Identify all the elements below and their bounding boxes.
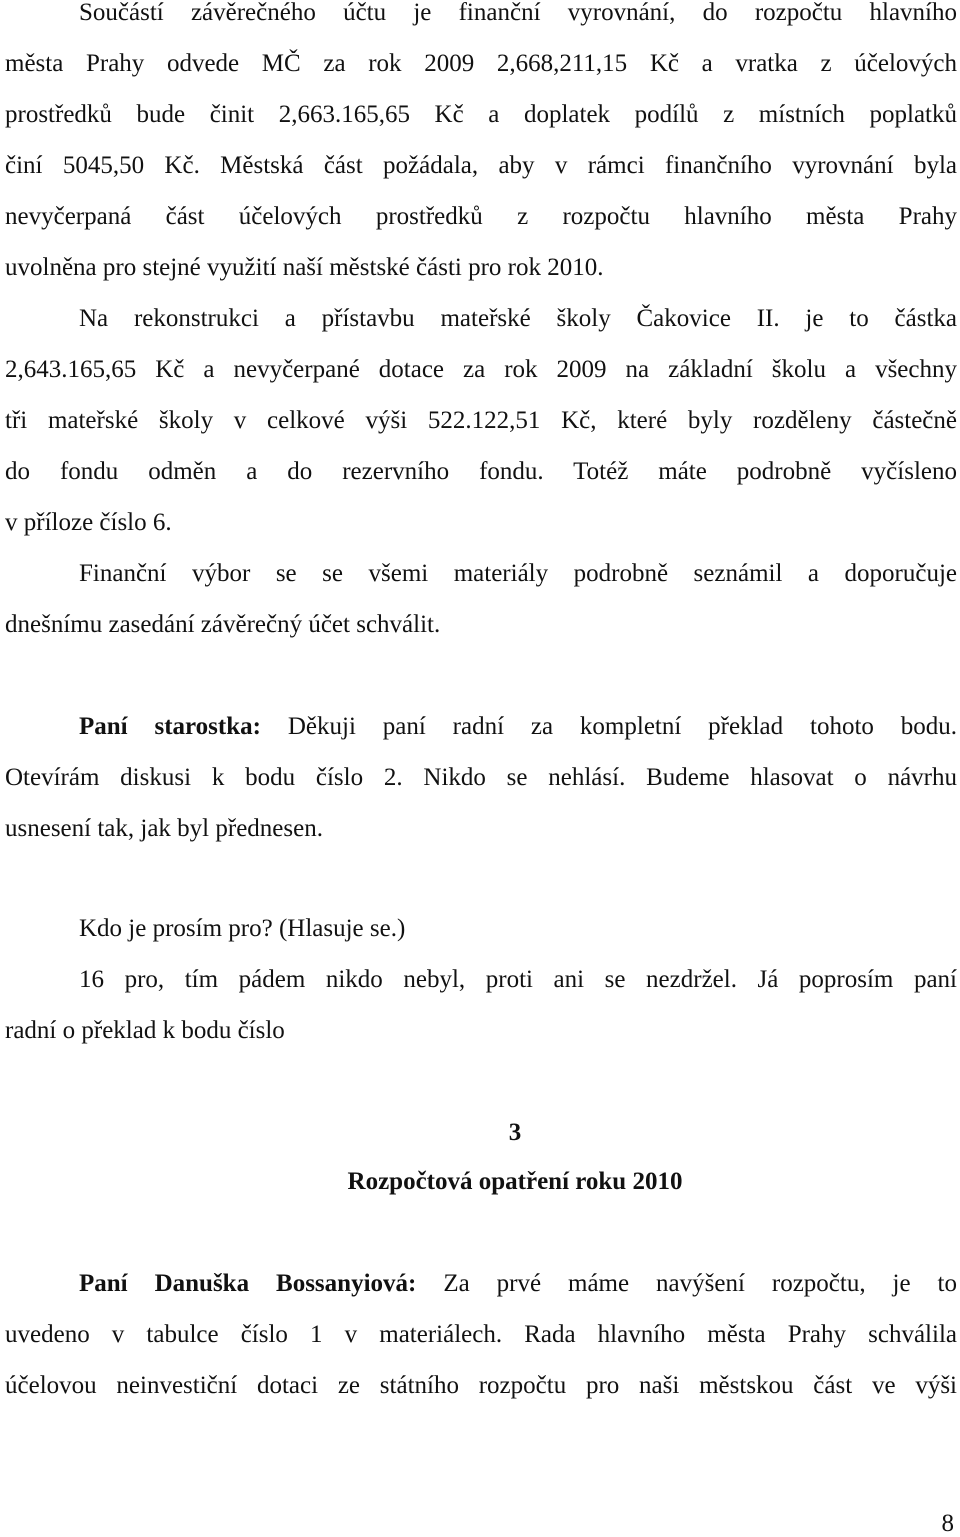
- text-line: 16 pro, tím pádem nikdo nebyl, proti ani se nezdržel. Já poprosím paní: [79, 966, 957, 993]
- text-line: prostředků bude činit 2,663.165,65 Kč a doplatek podílů z místních poplatků: [5, 101, 957, 128]
- text-line: Kdo je prosím pro? (Hlasuje se.): [79, 915, 406, 942]
- text-line: uvolněna pro stejné využití naší městské části pro rok 2010.: [5, 254, 604, 281]
- text-line: radní o překlad k bodu číslo: [5, 1017, 285, 1044]
- text-line: 2,643.165,65 Kč a nevyčerpané dotace za rok 2009 na základní školu a všechny: [5, 356, 957, 383]
- text-line: usnesení tak, jak byl přednesen.: [5, 815, 323, 842]
- section-title: Rozpočtová opatření roku 2010: [347, 1168, 683, 1195]
- text-line: účelovou neinvestiční dotaci ze státního rozpočtu pro naši městskou část ve výši: [5, 1372, 957, 1399]
- text-line: činí 5045,50 Kč. Městská část požádala, aby v rámci finančního vyrovnání byla: [5, 152, 957, 179]
- speech-text: Děkuji paní radní za kompletní překlad tohoto bodu.: [287, 713, 957, 740]
- speech-text: Za prvé máme navýšení rozpočtu, je to: [443, 1270, 957, 1297]
- text-line: v příloze číslo 6.: [5, 509, 172, 536]
- text-line: do fondu odměn a do rezervního fondu. Totéž máte podrobně vyčísleno: [5, 458, 957, 485]
- text-line: Součástí závěrečného účtu je finanční vyrovnání, do rozpočtu hlavního: [79, 0, 957, 26]
- speaker-name: Paní Danuška Bossanyiová:: [79, 1270, 417, 1297]
- text-line: uvedeno v tabulce číslo 1 v materiálech. Rada hlavního města Prahy schválila: [5, 1321, 957, 1348]
- text-line: nevyčerpaná část účelových prostředků z rozpočtu hlavního města Prahy: [5, 203, 957, 230]
- text-line: Otevírám diskusi k bodu číslo 2. Nikdo se nehlásí. Budeme hlasovat o návrhu: [5, 764, 957, 791]
- speaker-name: Paní starostka:: [79, 713, 261, 740]
- text-line: [79, 1268, 957, 1300]
- text-line: dnešnímu zasedání závěrečný účet schválit.: [5, 611, 441, 638]
- section-number: 3: [508, 1119, 522, 1146]
- text-line: Finanční výbor se se všemi materiály podrobně seznámil a doporučuje: [79, 560, 957, 587]
- text-line: [79, 711, 957, 743]
- text-line: města Prahy odvede MČ za rok 2009 2,668,211,15 Kč a vratka z účelových: [5, 50, 957, 77]
- text-line: tři mateřské školy v celkové výši 522.122,51 Kč, které byly rozděleny částečně: [5, 407, 957, 434]
- text-line: Na rekonstrukci a přístavbu mateřské školy Čakovice II. je to částka: [79, 305, 957, 332]
- page-number: 8: [941, 1510, 954, 1537]
